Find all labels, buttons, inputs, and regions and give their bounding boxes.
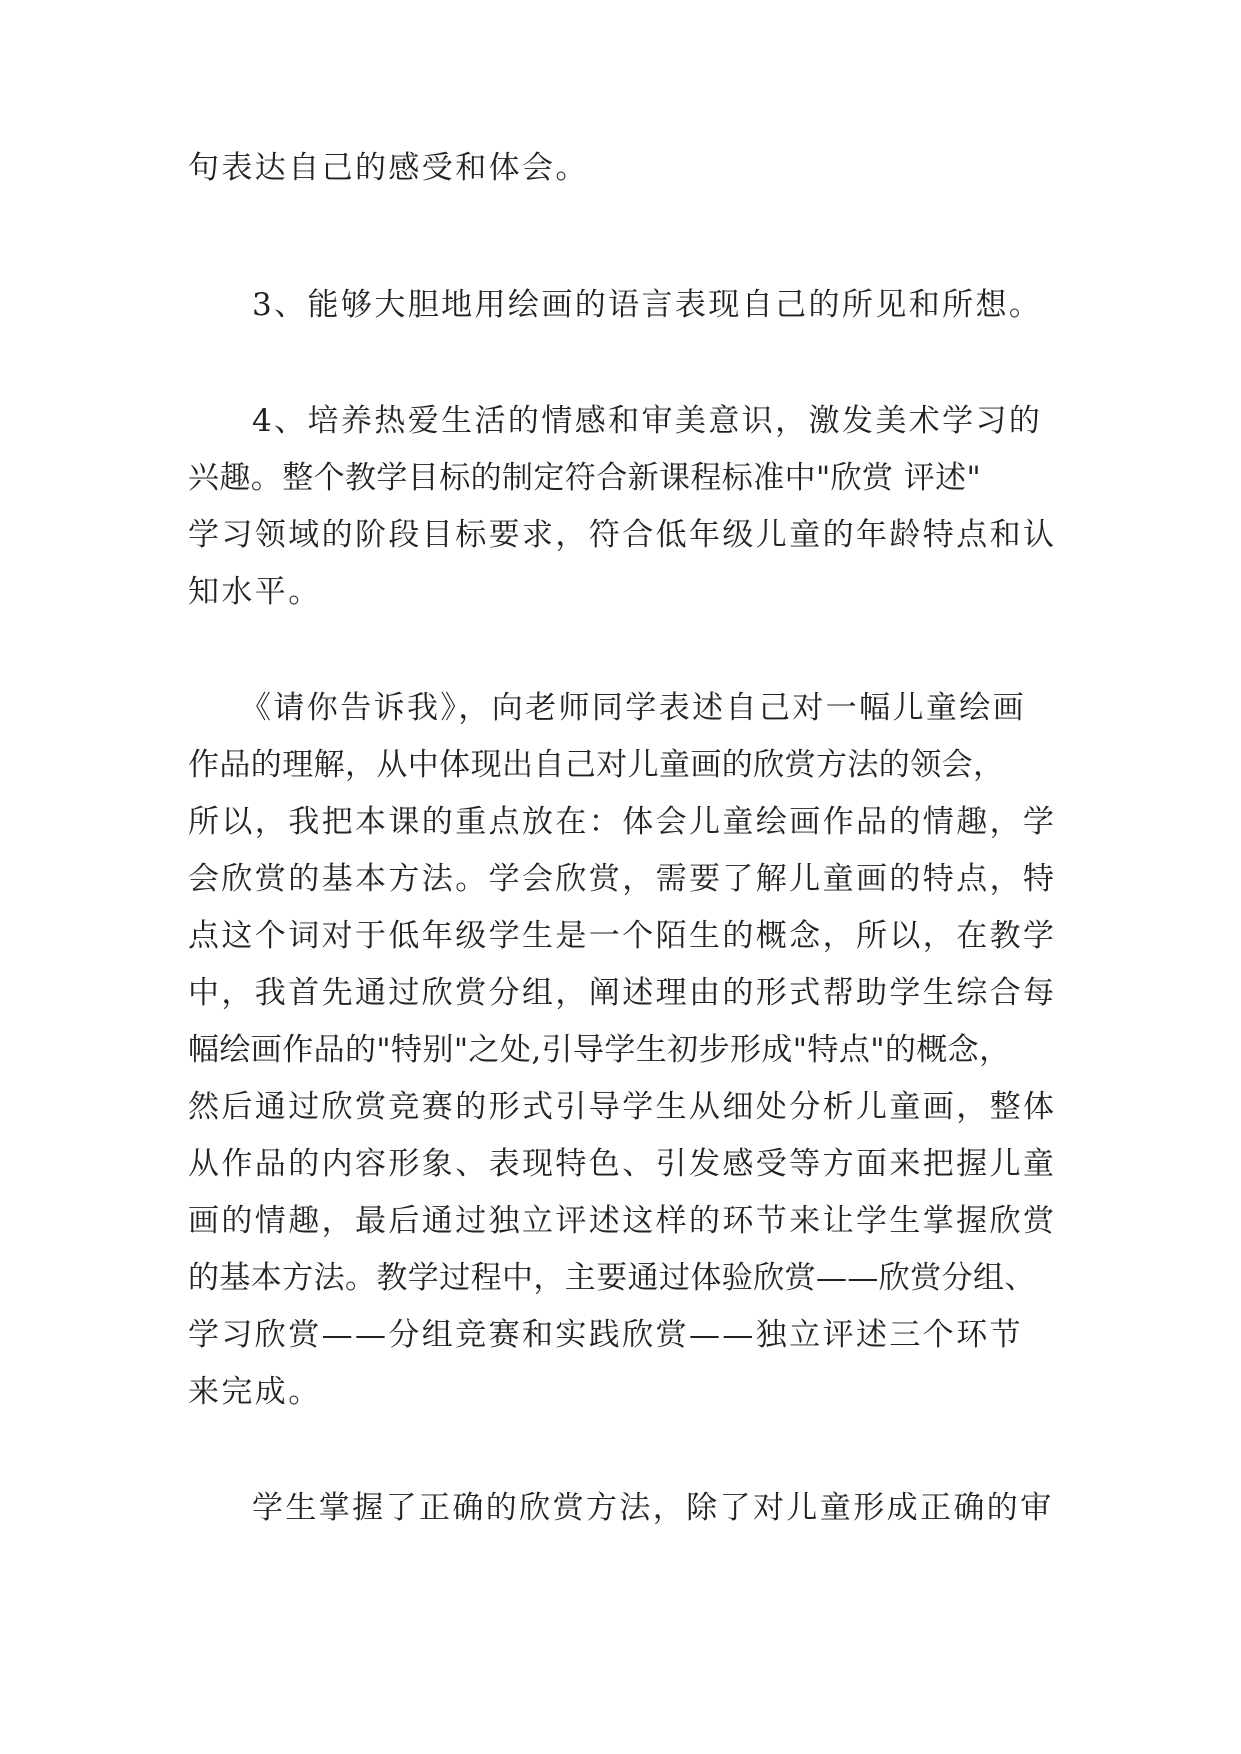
paragraph-lesson-line: 的基本方法。教学过程中，主要通过体验欣赏——欣赏分组、: [188, 1260, 1036, 1296]
paragraph-lesson-line: 学习欣赏——分组竞赛和实践欣赏——独立评述三个环节: [188, 1317, 1023, 1353]
paragraph-lesson-line: 会欣赏的基本方法。学会欣赏，需要了解儿童画的特点，特: [188, 861, 1057, 897]
paragraph-lesson-line: 从作品的内容形象、表现特色、引发感受等方面来把握儿童: [188, 1146, 1057, 1182]
paragraph-goal-3-line: 3、能够大胆地用绘画的语言表现自己的所见和所想。: [252, 287, 1043, 323]
paragraph-lesson-line: 然后通过欣赏竞赛的形式引导学生从细处分析儿童画，整体: [188, 1089, 1057, 1125]
paragraph-lesson-line: 所以，我把本课的重点放在：体会儿童绘画作品的情趣，学: [188, 804, 1057, 840]
paragraph-goal-4-line: 兴趣。整个教学目标的制定符合新课程标准中"欣赏 评述": [188, 460, 982, 496]
paragraph-continued-line: 句表达自己的感受和体会。: [188, 150, 589, 186]
paragraph-goal-4-line: 4、培养热爱生活的情感和审美意识，激发美术学习的: [252, 403, 1043, 439]
paragraph-lesson-line: 幅绘画作品的"特别"之处,引导学生初步形成"特点"的概念，: [188, 1032, 1011, 1068]
paragraph-method-line: 学生掌握了正确的欣赏方法，除了对儿童形成正确的审: [252, 1490, 1054, 1526]
paragraph-lesson-line: 画的情趣，最后通过独立评述这样的环节来让学生掌握欣赏: [188, 1203, 1057, 1239]
paragraph-lesson-line: 中，我首先通过欣赏分组，阐述理由的形式帮助学生综合每: [188, 975, 1057, 1011]
paragraph-lesson-line: 来完成。: [188, 1374, 322, 1410]
paragraph-lesson-line: 点这个词对于低年级学生是一个陌生的概念，所以，在教学: [188, 918, 1057, 954]
paragraph-lesson-line: 《请你告诉我》，向老师同学表述自己对一幅儿童绘画: [240, 690, 1027, 726]
paragraph-lesson-line: 作品的理解，从中体现出自己对儿童画的欣赏方法的领会，: [188, 747, 1005, 783]
paragraph-goal-4-line: 知水平。: [188, 574, 322, 610]
paragraph-goal-4-line: 学习领域的阶段目标要求，符合低年级儿童的年龄特点和认: [188, 517, 1057, 553]
